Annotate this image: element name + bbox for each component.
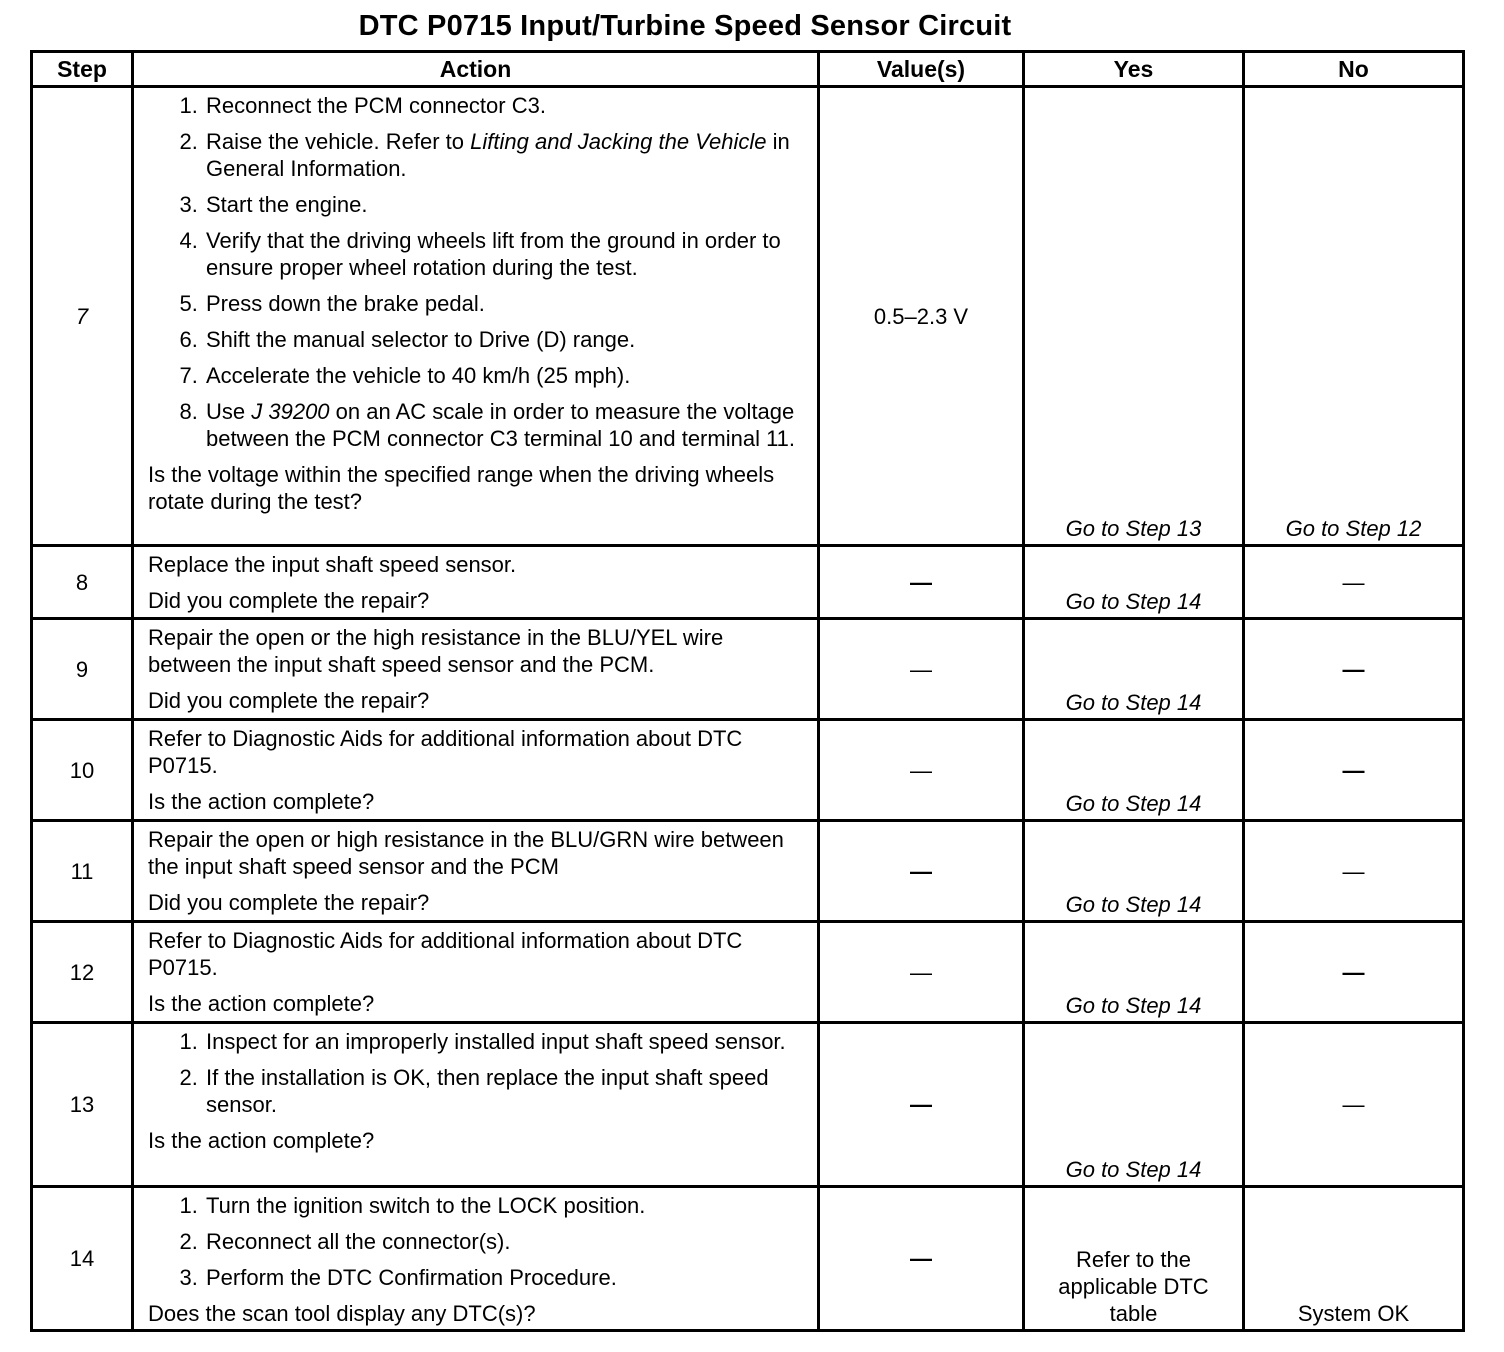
yes-cell: Go to Step 14: [1024, 546, 1244, 619]
no-cell: —: [1244, 922, 1464, 1023]
reference-term: Lifting and Jacking the Vehicle: [470, 129, 767, 154]
action-step: 7. Accelerate the vehicle to 40 km/h (25 mph).: [204, 362, 803, 389]
action-step: 1. Turn the ignition switch to the LOCK position.: [204, 1192, 803, 1219]
step-number: 11: [32, 821, 133, 922]
header-step: Step: [32, 52, 133, 87]
no-cell: —: [1244, 821, 1464, 922]
no-cell: —: [1244, 546, 1464, 619]
step-number: 8: [32, 546, 133, 619]
table-row: [32, 87, 1464, 546]
action-text: Repair the open or high resistance in the BLU/GRN wire between the input shaft speed sensor and the PCM: [148, 827, 784, 879]
action-steps: [148, 1028, 803, 1118]
action-step: 6. Shift the manual selector to Drive (D) range.: [204, 326, 803, 353]
no-cell: —: [1244, 619, 1464, 720]
action-step: 2. Raise the vehicle. Refer to Lifting and Jacking the Vehicle in General Information.: [204, 128, 803, 182]
action-cell: [133, 1023, 819, 1187]
header-values: Value(s): [819, 52, 1024, 87]
step-number: 13: [32, 1023, 133, 1187]
action-step: 1. Reconnect the PCM connector C3.: [204, 92, 803, 119]
no-cell: System OK: [1244, 1187, 1464, 1331]
action-question: Is the action complete?: [148, 789, 375, 814]
header-yes: Yes: [1024, 52, 1244, 87]
page-title: DTC P0715 Input/Turbine Speed Sensor Circuit: [358, 10, 1012, 42]
action-text: Repair the open or the high resistance in the BLU/YEL wire between the input shaft speed sensor and the PCM.: [148, 625, 724, 677]
yes-cell: Go to Step 14: [1024, 821, 1244, 922]
yes-cell: Go to Step 13: [1024, 87, 1244, 546]
value-cell: —: [819, 619, 1024, 720]
action-step: 1. Inspect for an improperly installed input shaft speed sensor.: [204, 1028, 803, 1055]
value-cell: —: [819, 1023, 1024, 1187]
action-cell: [133, 720, 819, 821]
action-text: Refer to Diagnostic Aids for additional information about DTC P0715.: [148, 726, 743, 778]
action-cell: [133, 87, 819, 546]
value-cell: —: [819, 922, 1024, 1023]
action-question: Is the voltage within the specified range when the driving wheels rotate during the test?: [148, 462, 775, 514]
action-question: Did you complete the repair?: [148, 688, 430, 713]
action-step: 3. Start the engine.: [204, 191, 803, 218]
step-number: 9: [32, 619, 133, 720]
value-cell: —: [819, 821, 1024, 922]
yes-cell: Go to Step 14: [1024, 720, 1244, 821]
no-cell: Go to Step 12: [1244, 87, 1464, 546]
no-cell: —: [1244, 720, 1464, 821]
action-steps: [148, 1192, 803, 1291]
yes-cell: Go to Step 14: [1024, 922, 1244, 1023]
step-number: 7: [32, 87, 133, 546]
action-step: 2. Reconnect all the connector(s).: [204, 1228, 803, 1255]
table-row: [32, 1023, 1464, 1187]
action-steps: [148, 92, 803, 452]
table-row: [32, 546, 1464, 619]
table-row: [32, 1187, 1464, 1331]
yes-cell: Go to Step 14: [1024, 1023, 1244, 1187]
action-question: Is the action complete?: [148, 1128, 375, 1153]
action-step: 3. Perform the DTC Confirmation Procedure.: [204, 1264, 803, 1291]
step-number: 14: [32, 1187, 133, 1331]
action-cell: [133, 619, 819, 720]
yes-cell: Go to Step 14: [1024, 619, 1244, 720]
yes-cell: Refer to the applicable DTC table: [1024, 1187, 1244, 1331]
value-cell: —: [819, 1187, 1024, 1331]
step-number: 10: [32, 720, 133, 821]
action-question: Did you complete the repair?: [148, 890, 430, 915]
table-row: [32, 619, 1464, 720]
value-cell: —: [819, 546, 1024, 619]
table-row: [32, 821, 1464, 922]
diagnostic-table: [30, 50, 1465, 1332]
action-step: 5. Press down the brake pedal.: [204, 290, 803, 317]
action-text: Refer to Diagnostic Aids for additional information about DTC P0715.: [148, 928, 743, 980]
action-cell: [133, 821, 819, 922]
table-row: [32, 720, 1464, 821]
action-question: Did you complete the repair?: [148, 588, 430, 613]
header-no: No: [1244, 52, 1464, 87]
action-question: Is the action complete?: [148, 991, 375, 1016]
action-step: 8. Use J 39200 on an AC scale in order to measure the voltage between the PCM connector C3 terminal 10 and terminal 11.: [204, 398, 803, 452]
value-cell: 0.5–2.3 V: [819, 87, 1024, 546]
action-text: Replace the input shaft speed sensor.: [148, 552, 517, 577]
action-step: 4. Verify that the driving wheels lift from the ground in order to ensure proper wheel rotation during the test.: [204, 227, 803, 281]
header-row: [32, 52, 1464, 87]
reference-term: J 39200: [251, 399, 330, 424]
action-step: 2. If the installation is OK, then replace the input shaft speed sensor.: [204, 1064, 803, 1118]
no-cell: —: [1244, 1023, 1464, 1187]
value-cell: —: [819, 720, 1024, 821]
header-action: Action: [133, 52, 819, 87]
action-question: Does the scan tool display any DTC(s)?: [148, 1301, 536, 1326]
table-row: [32, 922, 1464, 1023]
action-cell: [133, 546, 819, 619]
action-cell: [133, 922, 819, 1023]
step-number: 12: [32, 922, 133, 1023]
action-cell: [133, 1187, 819, 1331]
